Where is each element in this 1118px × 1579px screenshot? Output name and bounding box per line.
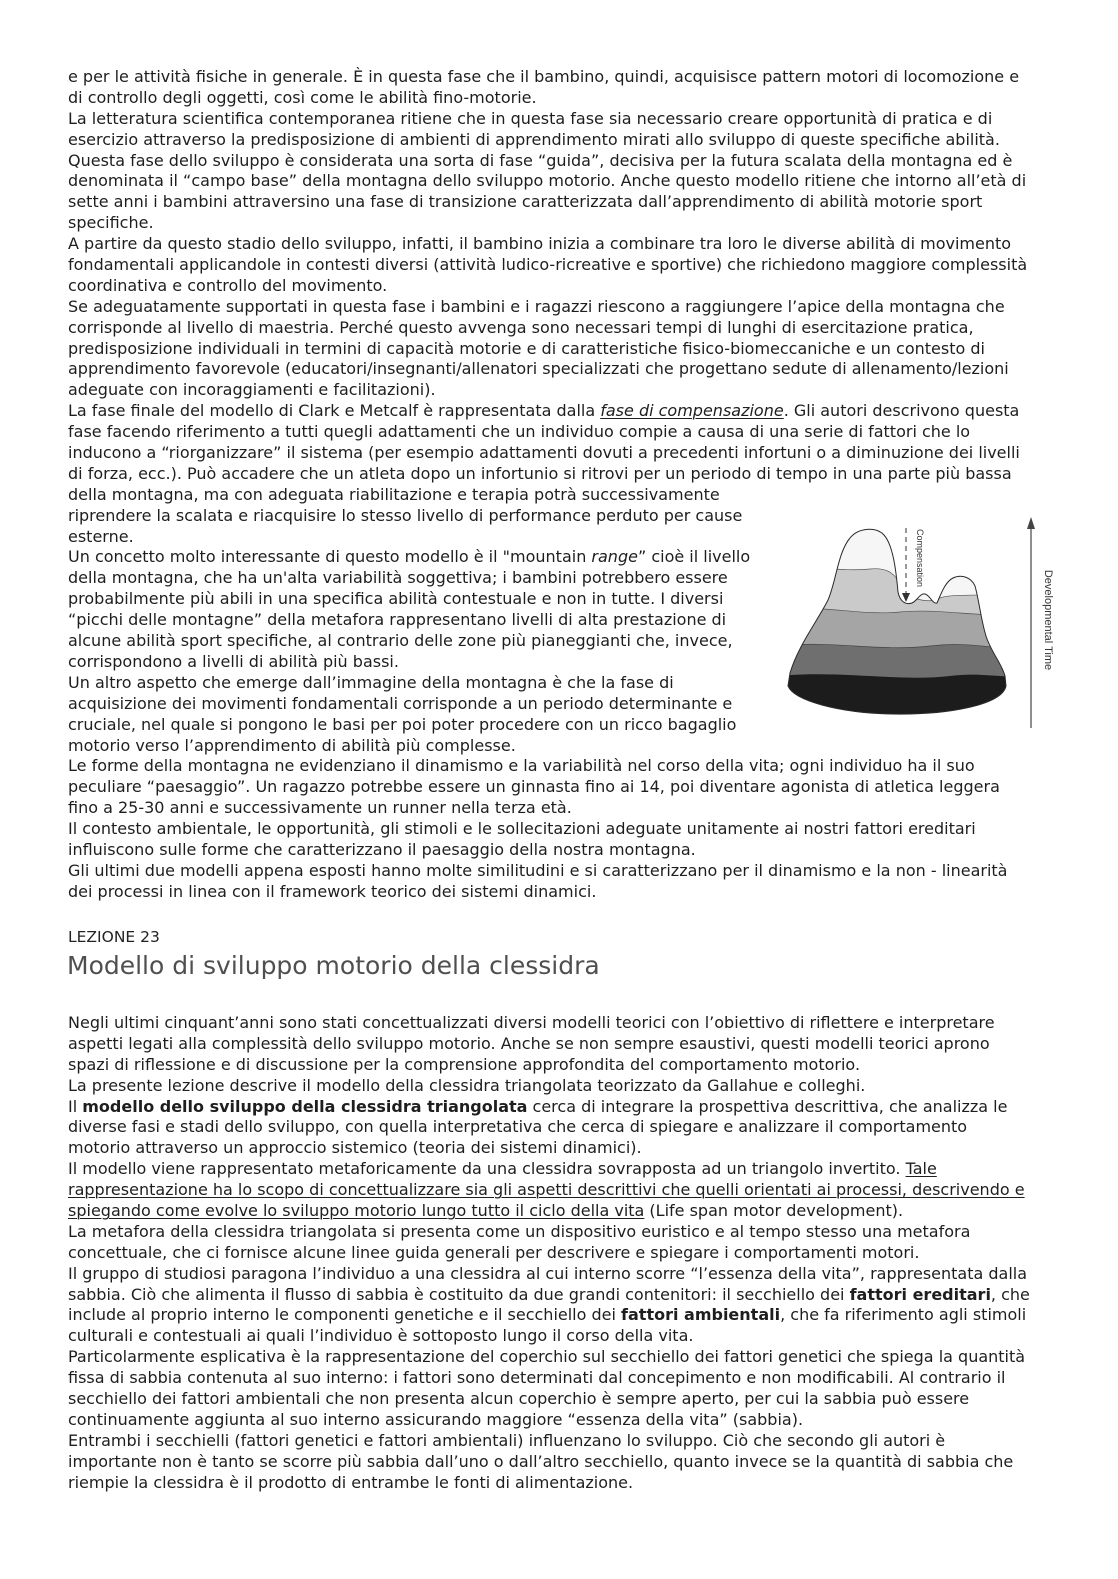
compensation-arrowhead-icon: [902, 593, 910, 602]
text-line: esercizio attraverso la predisposizione di ambienti di apprendimento mirati allo sviluppo di queste specifiche abilità.: [68, 129, 1000, 149]
text-line: diverse fasi e stadi dello sviluppo, con quella interpretativa che cerca di spiegare e analizzare il comportamento: [68, 1117, 968, 1137]
text-span: ” cioè il livello: [637, 547, 751, 567]
text-line: riempie la clessidra è il prodotto di entrambe le fonti di alimentazione.: [68, 1472, 634, 1492]
text-line: Entrambi i secchielli (fattori genetici e fattori ambientali) influenzano lo sviluppo. Ciò che secondo gli autori è: [68, 1430, 946, 1450]
text-line: fino a 25-30 anni e successivamente un runner nella terza età.: [68, 798, 572, 818]
text-line: [68, 1285, 1030, 1306]
text-line: A partire da questo stadio dello sviluppo, infatti, il bambino inizia a combinare tra loro le diverse abilità di movimento: [68, 234, 1012, 254]
text-line: Negli ultimi cinquant’anni sono stati concettualizzati diversi modelli teorici con l’obiettivo di riflettere e interpretare: [68, 1013, 995, 1032]
bold-term: fattori ambientali: [621, 1305, 781, 1325]
text-line: Il contesto ambientale, le opportunità, gli stimoli e le sollecitazioni adeguate unitamente ai nostri fattori ereditari: [68, 819, 976, 839]
text-span: , che: [990, 1284, 1030, 1304]
text-line: continuamente aggiunta al suo interno assicurando maggiore “essenza della vita” (sabbia).: [68, 1409, 804, 1429]
axis-arrowhead-icon: [1027, 517, 1035, 529]
text-line: Un altro aspetto che emerge dall’immagine della montagna è che la fase di: [68, 672, 674, 692]
text-line: fissa di sabbia contenuta al suo interno: i fattori sono determinati dal concepimento e non modificabili. Al contrario il: [68, 1368, 1006, 1388]
text-line: della montagna, ma con adeguata riabilitazione e terapia potrà successivamente: [68, 484, 720, 504]
mountain-layers: [780, 508, 1020, 736]
text-line: coordinativa e controllo del movimento.: [68, 275, 388, 295]
bold-term: fattori ereditari: [849, 1284, 991, 1304]
text-line: [68, 1180, 1030, 1201]
text-span: La fase finale del modello di Clark e Metcalf è rappresentata dalla: [68, 401, 601, 421]
page-title: Modello di sviluppo motorio della clessidra: [67, 951, 600, 980]
text-line: cruciale, nel quale si pongono le basi per poi poter procedere con un ricco bagaglio: [68, 714, 737, 734]
text-line: [68, 401, 1027, 422]
text-line: di controllo degli oggetti, così come le abilità fino-motorie.: [68, 87, 537, 107]
text-line: inducono a “riorganizzare” il sistema (per esempio adattamenti dovuti a precedenti infortuni o a diminuzione dei livelli: [68, 443, 1020, 463]
text-line: [68, 1201, 1030, 1222]
text-line: La presente lezione descrive il modello della clessidra triangolata teorizzato da Gallahue e colleghi.: [68, 1075, 866, 1095]
text-line: [68, 1159, 1030, 1180]
text-line: apprendimento favorevole (educatori/insegnanti/allenatori specializzati che progettano sedute di allenamento/lezioni: [68, 359, 1009, 379]
emphasis-range: range: [591, 547, 638, 567]
text-line: concettuale, che ci fornisce alcune linee guida generali per descrivere e spiegare i comportamenti motori.: [68, 1242, 920, 1262]
text-line: predisposizione individuali in termini di capacità motorie e di caratteristiche fisico-biomeccaniche e un contesto di: [68, 338, 985, 358]
text-line: adeguate con incoraggiamenti e facilitazioni).: [68, 380, 436, 400]
text-line: fondamentali applicandole in contesti diversi (attività ludico-ricreative e sportive) che richiedono maggiore complessità: [68, 255, 1028, 275]
text-line: motorio attraverso un approccio sistemico (teoria dei sistemi dinamici).: [68, 1138, 642, 1158]
text-line: influiscono sulle forme che caratterizzano il paesaggio della nostra montagna.: [68, 839, 696, 859]
text-line: [68, 1097, 1030, 1118]
text-span: (Life span motor development).: [644, 1201, 904, 1221]
bold-term: modello dello sviluppo della clessidra triangolata: [82, 1096, 528, 1116]
text-line: spazi di riflessione e di discussione per la comprensione approfondita del comportamento motorio.: [68, 1054, 861, 1074]
text-line: dei processi in linea con il framework teorico dei sistemi dinamici.: [68, 881, 597, 901]
compensation-label: Compensation: [915, 528, 925, 588]
text-line: Il gruppo di studiosi paragona l’individuo a una clessidra al cui interno scorre “l’essenza della vita”, rappresentata dalla: [68, 1263, 1028, 1283]
text-line: corrisponde al livello di maestria. Perché questo avvenga sono necessari tempi di lunghi di esercitazione pratica,: [68, 317, 974, 337]
underlined-text: rappresentazione ha lo scopo di concettualizzare sia gli aspetti descrittivi che quelli orientati ai processi, descrivendo e: [68, 1180, 1025, 1200]
text-line: importante non è tanto se scorre più sabbia dall’uno o dall’altro secchiello, quanto invece se la quantità di sabbia che: [68, 1451, 1014, 1471]
text-line: probabilmente più abili in una specifica abilità contestuale e non in tutte. I diversi: [68, 589, 724, 609]
text-line: [68, 1305, 1030, 1326]
text-line: Se adeguatamente supportati in questa fase i bambini e i ragazzi riescono a raggiungere l’apice della montagna che: [68, 296, 1005, 316]
lesson-label: LEZIONE 23: [68, 928, 160, 946]
text-line: Gli ultimi due modelli appena esposti hanno molte similitudini e si caratterizzano per il dinamismo e la non - linearità: [68, 860, 1008, 880]
text-line: corrispondono a livelli di abilità più bassi.: [68, 651, 399, 671]
underlined-text: spiegando come evolve lo sviluppo motorio lungo tutto il ciclo della vita: [68, 1201, 645, 1221]
text-line: Particolarmente esplicativa è la rappresentazione del coperchio sul secchiello dei fattori genetici che spiega la quantità: [68, 1347, 1026, 1367]
text-span: Un concetto molto interessante di questo modello è il "mountain: [68, 547, 592, 567]
text-line: e per le attività fisiche in generale. È in questa fase che il bambino, quindi, acquisisce pattern motori di locomozione e: [68, 67, 1020, 86]
text-line: La metafora della clessidra triangolata si presenta come un dispositivo euristico e al tempo stesso una metafora: [68, 1221, 971, 1241]
text-span: , che fa riferimento agli stimoli: [780, 1305, 1027, 1325]
text-line: denominata il “campo base” della montagna dello sviluppo motorio. Anche questo modello ritiene che intorno all’età di: [68, 171, 1027, 191]
text-line: aspetti legati alla complessità dello sviluppo motorio. Anche se non sempre esaustivi, questi modelli teorici aprono: [68, 1033, 990, 1053]
paragraphs-mountain-model: [68, 67, 1027, 903]
text-line: fase facendo riferimento a tutti quegli adattamenti che un individuo compie a causa di una serie di fattori che lo: [68, 422, 971, 442]
text-line: sette anni i bambini attraversino una fase di transizione caratterizzata dall’apprendimento di abilità motorie sport: [68, 192, 983, 212]
text-span: . Gli autori descrivono questa: [783, 401, 1020, 421]
text-span: Il: [68, 1096, 83, 1116]
underlined-text: Tale: [905, 1159, 937, 1179]
text-line: motorio verso l’apprendimento di abilità più complesse.: [68, 735, 516, 755]
text-line: La letteratura scientifica contemporanea ritiene che in questa fase sia necessario creare opportunità di pratica e di: [68, 108, 993, 128]
text-span: sabbia. Ciò che alimenta il flusso di sabbia è costituito da due grandi contenitori: il secchiello dei: [68, 1284, 850, 1304]
text-line: riprendere la scalata e riacquisire lo stesso livello di performance perduto per cause: [68, 505, 743, 525]
text-line: peculiare “paesaggio”. Un ragazzo potrebbe essere un ginnasta fino ai 14, poi diventare agonista di atletica leggera: [68, 777, 1000, 797]
mountain-figure: [780, 508, 1080, 736]
text-line: acquisizione dei movimenti fondamentali corrisponde a un periodo determinante e: [68, 693, 733, 713]
text-line: esterne.: [68, 526, 134, 546]
text-span: cerca di integrare la prospettiva descrittiva, che analizza le: [527, 1096, 1008, 1116]
text-span: Il modello viene rappresentato metaforicamente da una clessidra sovrapposta ad un triangolo invertito.: [68, 1159, 906, 1179]
text-line: di forza, ecc.). Può accadere che un atleta dopo un infortunio si ritrovi per un periodo di tempo in una parte più bassa: [68, 463, 1012, 483]
text-line: alcune abilità sport specifiche, al contrario delle zone più pianeggianti che, invece,: [68, 631, 733, 651]
text-line: della montagna, che ha un'alta variabilità soggettiva; i bambini potrebbero essere: [68, 568, 728, 588]
emphasis-fase-di-compensazione: fase di compensazione: [600, 401, 784, 421]
text-line: secchiello dei fattori ambientali che non presenta alcun coperchio è sempre aperto, per cui la sabbia può essere: [68, 1389, 970, 1409]
text-span: include al proprio interno le componenti genetiche e il secchiello dei: [68, 1305, 622, 1325]
text-line: Questa fase dello sviluppo è considerata una sorta di fase “guida”, decisiva per la futura scalata della montagna ed è: [68, 150, 1013, 170]
text-line: Le forme della montagna ne evidenziano il dinamismo e la variabilità nel corso della vita; ogni individuo ha il suo: [68, 756, 975, 776]
paragraphs-hourglass-model: [68, 1013, 1030, 1493]
developmental-time-label: Developmental Time: [1042, 569, 1054, 671]
text-line: “picchi delle montagne” della metafora rappresentano livelli di alta prestazione di: [68, 610, 727, 630]
text-line: culturali e contestuali ai quali l’individuo è sottoposto lungo il corso della vita.: [68, 1326, 694, 1346]
text-line: specifiche.: [68, 213, 154, 233]
mountain-base: [780, 674, 1020, 736]
